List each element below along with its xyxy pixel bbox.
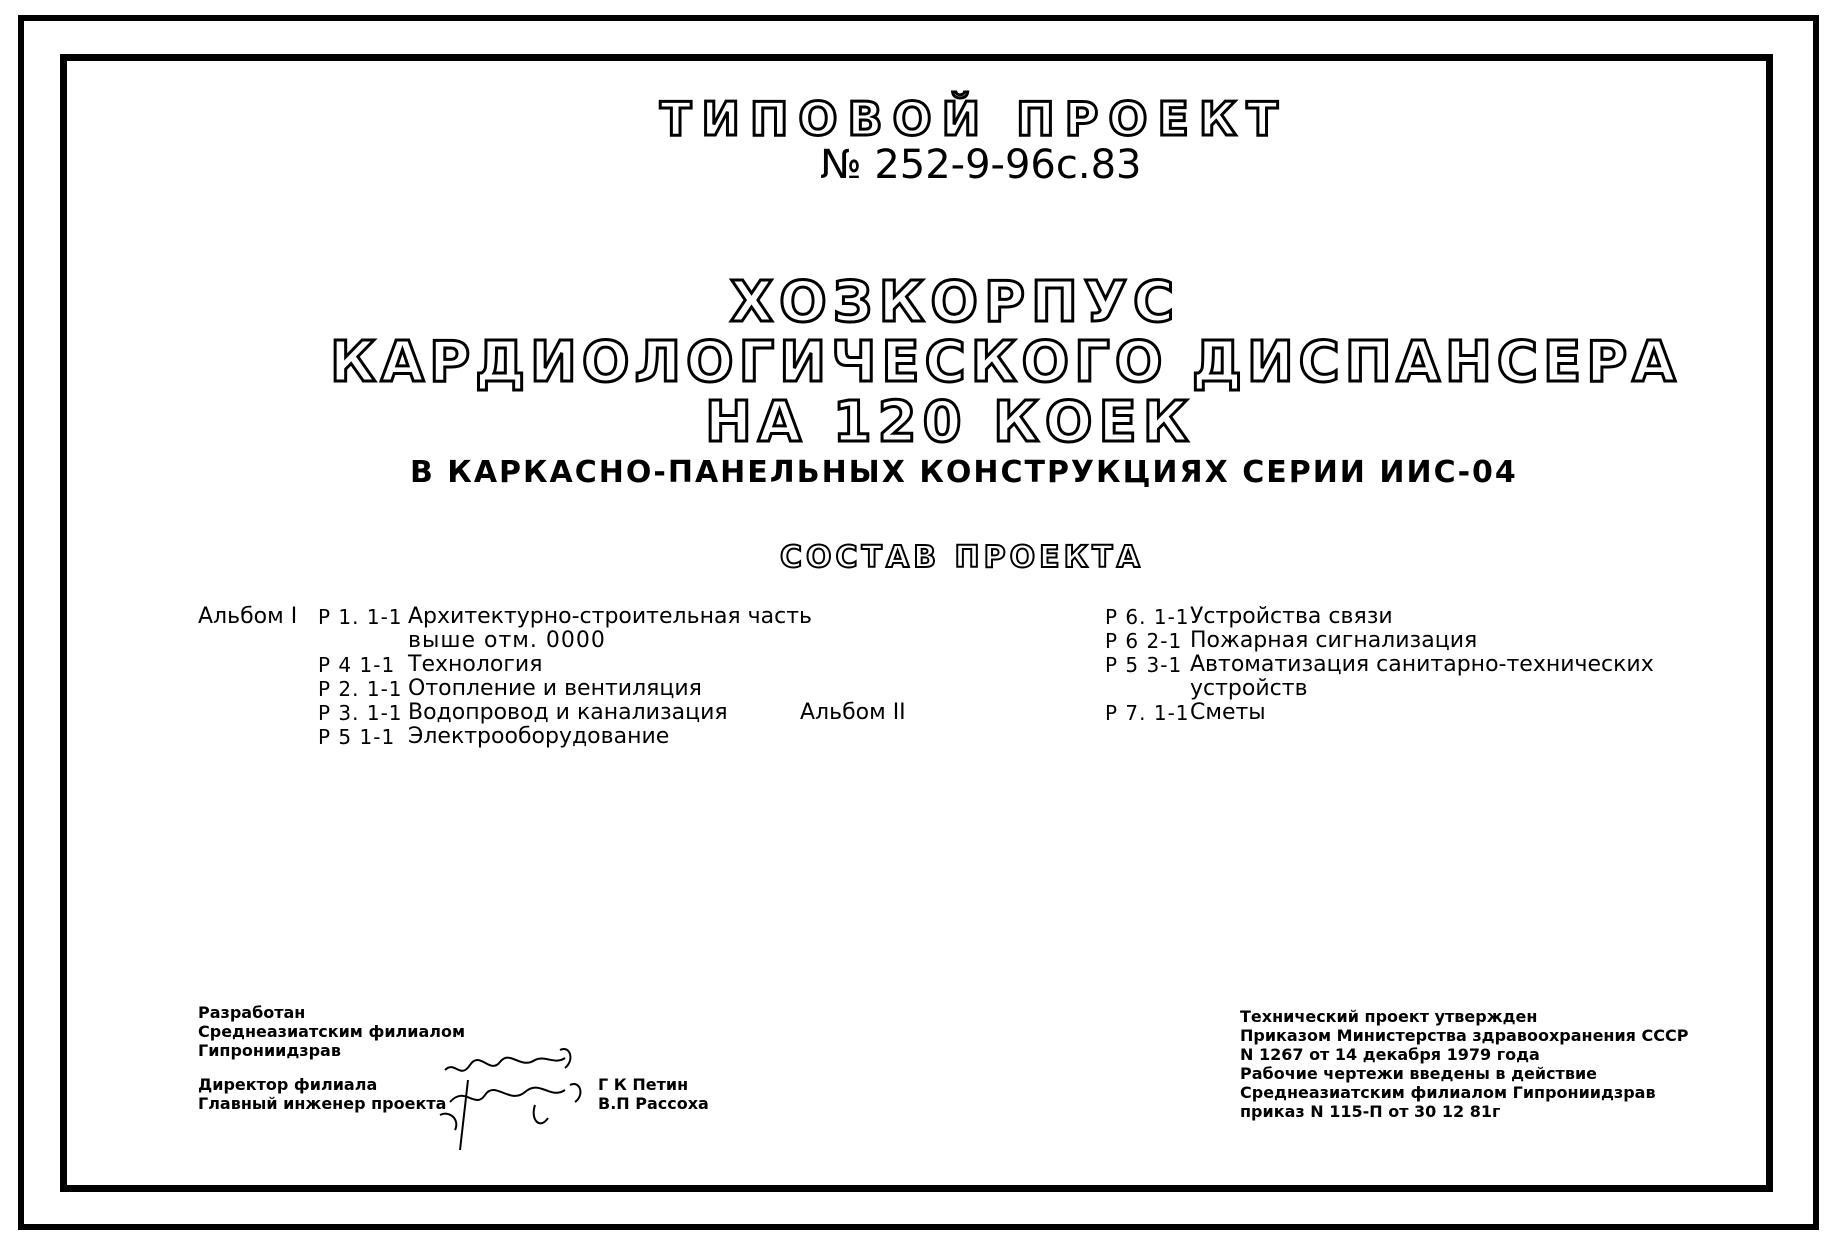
- construction-subtitle: В КАРКАСНО-ПАНЕЛЬНЫХ КОНСТРУКЦИЯХ СЕРИИ ИИС-04: [410, 455, 1518, 490]
- album-label: Альбом I: [198, 604, 298, 629]
- approval-line: Рабочие чертежи введены в действие: [1240, 1064, 1598, 1083]
- list-item: [800, 700, 1695, 725]
- list-item: [198, 653, 898, 677]
- building-title-line-2: КАРДИОЛОГИЧЕСКОГО ДИСПАНСЕРА: [330, 330, 1681, 395]
- approval-block: [1240, 1007, 1688, 1121]
- composition-list-right: [800, 604, 1695, 725]
- section-code: Р 5 1-1: [318, 725, 396, 749]
- section-description: Архитектурно-строительная часть: [408, 604, 813, 629]
- list-item: [198, 677, 898, 701]
- section-description: устройств: [1190, 676, 1308, 701]
- list-item: [975, 605, 1695, 629]
- list-item: [198, 629, 898, 653]
- approval-line: Технический проект утвержден: [1240, 1007, 1538, 1026]
- list-item: [975, 653, 1695, 677]
- section-description: Автоматизация санитарно-технических: [1190, 652, 1654, 677]
- list-item: [198, 701, 898, 725]
- building-title-line-3: НА 120 КОЕК: [705, 390, 1195, 455]
- project-number: № 252-9-96с.83: [820, 142, 1142, 188]
- signatory-roles: [198, 1075, 446, 1113]
- composition-heading: СОСТАВ ПРОЕКТА: [780, 540, 1144, 575]
- list-item: [198, 725, 898, 749]
- list-item: [975, 629, 1695, 653]
- approval-line: Среднеазиатским филиалом Гипрониидзрав: [1240, 1083, 1656, 1102]
- section-description: Технология: [408, 652, 543, 677]
- section-description: выше отм. 0000: [408, 628, 606, 653]
- section-code: Р 6 2-1: [1105, 629, 1183, 653]
- name-chief-engineer: В.П Рассоха: [598, 1094, 709, 1113]
- list-item: [975, 677, 1695, 701]
- approval-line: N 1267 от 14 декабря 1979 года: [1240, 1045, 1540, 1064]
- section-description: Пожарная сигнализация: [1190, 628, 1478, 653]
- section-description: Водопровод и канализация: [408, 700, 728, 725]
- developer-line: Среднеазиатским филиалом: [198, 1022, 466, 1041]
- section-description: Сметы: [1190, 700, 1266, 725]
- role-chief-engineer: Главный инженер проекта: [198, 1094, 447, 1113]
- list-item: [198, 605, 898, 629]
- section-code: Р 3. 1-1: [318, 701, 403, 725]
- composition-list-left: [198, 605, 898, 749]
- developer-line: Гипрониидзрав: [198, 1041, 341, 1060]
- developer-line: Разработан: [198, 1003, 306, 1022]
- album-label: Альбом II: [800, 700, 906, 725]
- project-series-title: ТИПОВОЙ ПРОЕКТ: [660, 92, 1288, 146]
- handwritten-signatures: [420, 1040, 600, 1170]
- approval-line: приказ N 115-П от 30 12 81г: [1240, 1102, 1501, 1121]
- role-director: Директор филиала: [198, 1075, 378, 1094]
- section-description: Отопление и вентиляция: [408, 676, 702, 701]
- section-code: Р 1. 1-1: [318, 605, 403, 629]
- section-code: Р 4 1-1: [318, 653, 396, 677]
- section-code: Р 2. 1-1: [318, 677, 403, 701]
- section-description: Электрооборудование: [408, 724, 670, 749]
- section-code: Р 7. 1-1: [1105, 701, 1190, 725]
- section-code: Р 6. 1-1: [1105, 605, 1190, 629]
- building-title-line-1: ХОЗКОРПУС: [730, 270, 1181, 335]
- approval-line: Приказом Министерства здравоохранения СССР: [1240, 1026, 1689, 1045]
- section-code: Р 5 3-1: [1105, 653, 1183, 677]
- section-description: Устройства связи: [1190, 604, 1393, 629]
- signatory-names: [598, 1075, 709, 1113]
- name-director: Г К Петин: [598, 1075, 689, 1094]
